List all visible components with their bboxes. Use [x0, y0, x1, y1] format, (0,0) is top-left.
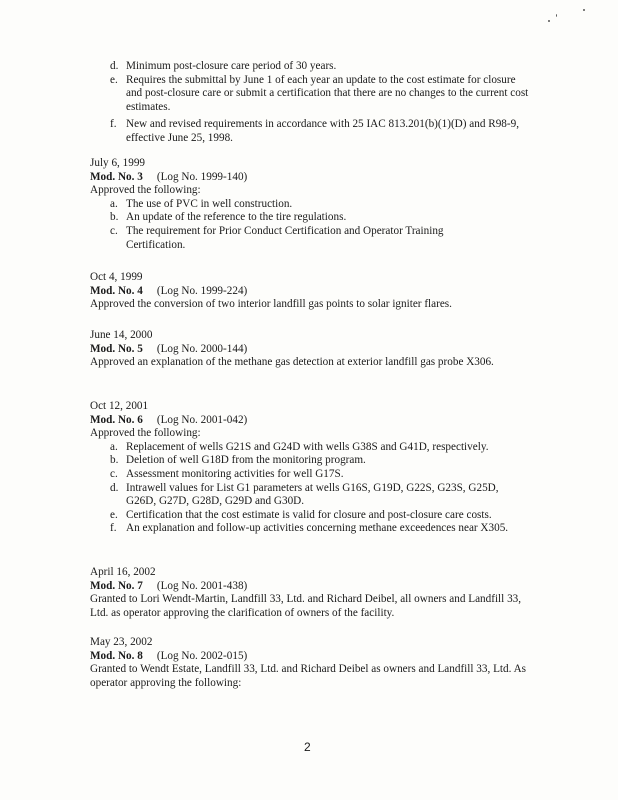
mod-text: Granted to Lori Wendt-Martin, Landfill 33, Ltd. and Richard Deibel, all owners and Landfill 33, Ltd. as operator approving the clarification of owners of the facility. [90, 593, 522, 619]
mod-6-section [90, 400, 530, 536]
mod-3-section [90, 157, 530, 252]
mod-text: Approved an explanation of the methane gas detection at exterior landfill gas probe X306. [90, 356, 494, 369]
mod-7-section [90, 566, 530, 620]
mod-number: Mod. No. 3 [90, 170, 143, 183]
mod-8-section [90, 636, 530, 690]
list-item: c. The requirement for Prior Conduct Certification and Operator Training Certification. [110, 224, 444, 251]
list-item: d. Minimum post-closure care period of 30 years. [110, 60, 337, 72]
log-number: (Log No. 2001-042) [156, 413, 248, 426]
mod-date: May 23, 2002 [90, 636, 153, 648]
list-item: e. Requires the submittal by June 1 of each year an update to the cost estimate for closure and post-closure care or submit a certification that there are no changes to the current cost estimates. [110, 73, 529, 113]
log-number: (Log No. 2002-015) [156, 649, 248, 662]
log-number: (Log No. 2000-144) [156, 342, 248, 355]
mod-number: Mod. No. 7 [90, 579, 143, 592]
mod-4-section [90, 271, 530, 312]
mod-number: Mod. No. 4 [90, 284, 143, 297]
mod-5-section [90, 329, 530, 370]
mod-number: Mod. No. 6 [90, 413, 143, 426]
mod-date: April 16, 2002 [90, 566, 156, 578]
mod-date: Oct 12, 2001 [90, 400, 149, 412]
mod-date: June 14, 2000 [90, 329, 153, 341]
mod-number: Mod. No. 5 [90, 342, 143, 355]
list-item: e. Certification that the cost estimate is valid for closure and post-closure care costs. [110, 508, 492, 521]
list-item: d. Intrawell values for List G1 parameters at wells G16S, G19D, G22S, G23S, G25D, G26D, G27D, G28D, G29D and G30D. [110, 481, 499, 508]
log-number: (Log No. 1999-224) [156, 284, 248, 297]
scan-speck [548, 20, 550, 22]
mod-intro: Approved the following: [90, 184, 201, 197]
scan-speck [583, 9, 585, 11]
log-number: (Log No. 2001-438) [156, 579, 248, 592]
mod-number: Mod. No. 8 [90, 649, 143, 662]
list-item: f. New and revised requirements in accordance with 25 IAC 813.201(b)(1)(D) and R98-9, effective June 25, 1998. [110, 118, 519, 144]
list-item: b. An update of the reference to the tire regulations. [110, 211, 347, 224]
mod-date: Oct 4, 1999 [90, 271, 143, 283]
mod-intro: Approved the following: [90, 427, 201, 440]
list-item: f. An explanation and follow-up activities concerning methane exceedences near X305. [110, 522, 509, 535]
mod-text: Approved the conversion of two interior landfill gas points to solar igniter flares. [90, 298, 452, 311]
mod-text: Granted to Wendt Estate, Landfill 33, Ltd. and Richard Deibel as owners and Landfill 33, Ltd. As operator approving the following: [90, 663, 527, 689]
page-number: 2 [304, 740, 311, 754]
list-item: a. The use of PVC in well construction. [110, 197, 293, 210]
list-item: b. Deletion of well G18D from the monitoring program. [110, 454, 366, 467]
log-number: (Log No. 1999-140) [156, 170, 248, 183]
scan-speck [556, 14, 557, 17]
list-item: a. Replacement of wells G21S and G24D with wells G38S and G41D, respectively. [110, 440, 489, 453]
continued-list [90, 60, 530, 146]
mod-date: July 6, 1999 [90, 157, 146, 169]
list-item: c. Assessment monitoring activities for well G17S. [110, 467, 344, 480]
